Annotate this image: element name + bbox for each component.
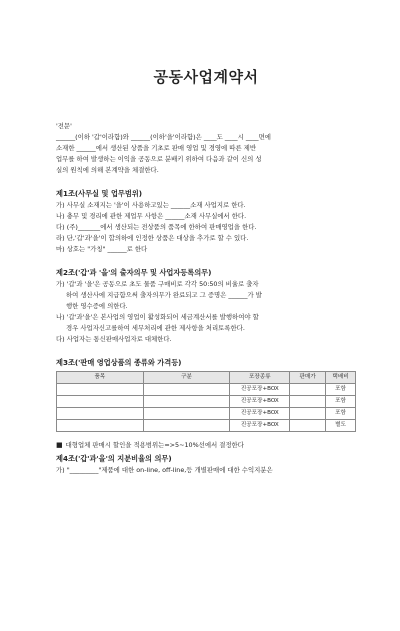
discount-note-text: 대형업체 판매시 할인을 적용범위는=>5~10%선에서 결정한다 bbox=[65, 441, 244, 449]
table-row bbox=[57, 384, 356, 396]
section-2-item: 나) '갑'과'을'은 본사업의 영업이 활성화되어 세금계산서를 발행하여야 할 bbox=[56, 313, 259, 321]
section-2-title: 제2조('갑'과 '을'의 출자의무 및 사업자등록의무) bbox=[56, 268, 212, 277]
section-1-item: 가) 사무실 소재지는 '을'이 사용하고있는 ______소재 사업지로 한다. bbox=[56, 201, 246, 209]
table-cell bbox=[143, 384, 230, 396]
section-2-item: 하여 생산사에 지급함으써 출자의무가 완료되고 그 증명은 ______가 발 bbox=[66, 291, 262, 299]
section-1-title: 제1조(사무실 및 업무범위) bbox=[56, 189, 143, 198]
section-1-item: 마) 상호는 "가칭" ______로 한다 bbox=[56, 245, 148, 253]
table-cell: 포함 bbox=[326, 408, 356, 420]
section-4-item: 가) "_________"제품에 대한 on-line, off-line,등 개별판매에 대한 수익지분은 bbox=[56, 466, 273, 474]
table-header: 판매가 bbox=[290, 372, 326, 384]
table-cell bbox=[290, 384, 326, 396]
section-2-item: 다) 사업자는 통신판매사업자로 대체한다. bbox=[56, 335, 172, 343]
section-1-item: 다) (주)_______에서 생산되는 전상품의 품목에 한하여 판매영업을 한다. bbox=[56, 223, 257, 231]
intro-line: 업무를 하여 발생하는 이익을 공동으로 분배키 위하여 다음과 같이 신의 성 bbox=[56, 155, 262, 163]
table-header: 포장종류 bbox=[230, 372, 290, 384]
document-title: 공동사업계약서 bbox=[153, 68, 259, 86]
table-cell bbox=[290, 396, 326, 408]
table-cell: 포함 bbox=[326, 396, 356, 408]
section-2-item: 가) '갑'과 '을'은 공동으로 초도 물품 구매비로 각각 50:50의 비율로 출자 bbox=[56, 280, 259, 288]
table-cell bbox=[57, 384, 144, 396]
table-header: 품목 bbox=[57, 372, 144, 384]
section-2-item: 경우 사업자신고를하여 세무처리에 관한 제사항을 처리토록한다. bbox=[66, 324, 245, 332]
table-cell bbox=[57, 396, 144, 408]
intro-line: 실의 원칙에 의해 본계약을 체결한다. bbox=[56, 166, 159, 174]
table-cell: 진공포장+BOX bbox=[230, 384, 290, 396]
section-1-item: 라) 단,'갑'과'을'이 합의하에 인정한 상품은 대상을 추가로 할 수 있다. bbox=[56, 234, 249, 242]
discount-note bbox=[56, 440, 356, 451]
square-bullet-icon: ■ bbox=[56, 441, 63, 449]
table-header: 구분 bbox=[143, 372, 230, 384]
table-cell: 포함 bbox=[326, 384, 356, 396]
table-row bbox=[57, 408, 356, 420]
table-cell bbox=[143, 408, 230, 420]
section-4-title: 제4조('갑'과'을'의 지분비율의 의무) bbox=[56, 454, 172, 463]
table-row bbox=[57, 420, 356, 432]
table-header: 택배비 bbox=[326, 372, 356, 384]
table-cell bbox=[143, 396, 230, 408]
section-3-title: 제3조('판매 영업상품의 종류와 가격등) bbox=[56, 358, 182, 367]
table-cell: 별도 bbox=[326, 420, 356, 432]
table-cell bbox=[290, 420, 326, 432]
table-header-row bbox=[57, 372, 356, 384]
document-body bbox=[56, 121, 356, 476]
product-table bbox=[56, 371, 356, 432]
table-row bbox=[57, 396, 356, 408]
section-2-item: 행한 영수증에 의한다. bbox=[66, 302, 128, 310]
table-cell bbox=[57, 408, 144, 420]
table-cell bbox=[290, 408, 326, 420]
table-cell: 진공포장+BOX bbox=[230, 408, 290, 420]
section-1-item: 나) 충무 및 경리에 관한 제업무 사항은 ______소재 사무실에서 한다. bbox=[56, 212, 247, 220]
intro-line: 소재한 ______에서 생산된 상품을 기초로 판매 영업 및 경영에 따른 제반 bbox=[56, 144, 256, 152]
preamble-label: '전문' bbox=[56, 122, 72, 130]
table-cell bbox=[143, 420, 230, 432]
table-cell: 진공포장+BOX bbox=[230, 396, 290, 408]
contract-page bbox=[0, 66, 400, 631]
intro-line: ______(이하 '갑'이라함)와 ______(이하'을'이라함)은 ____도 ____시 ____면에 bbox=[56, 133, 271, 141]
table-cell bbox=[57, 420, 144, 432]
table-cell: 진공포장+BOX bbox=[230, 420, 290, 432]
